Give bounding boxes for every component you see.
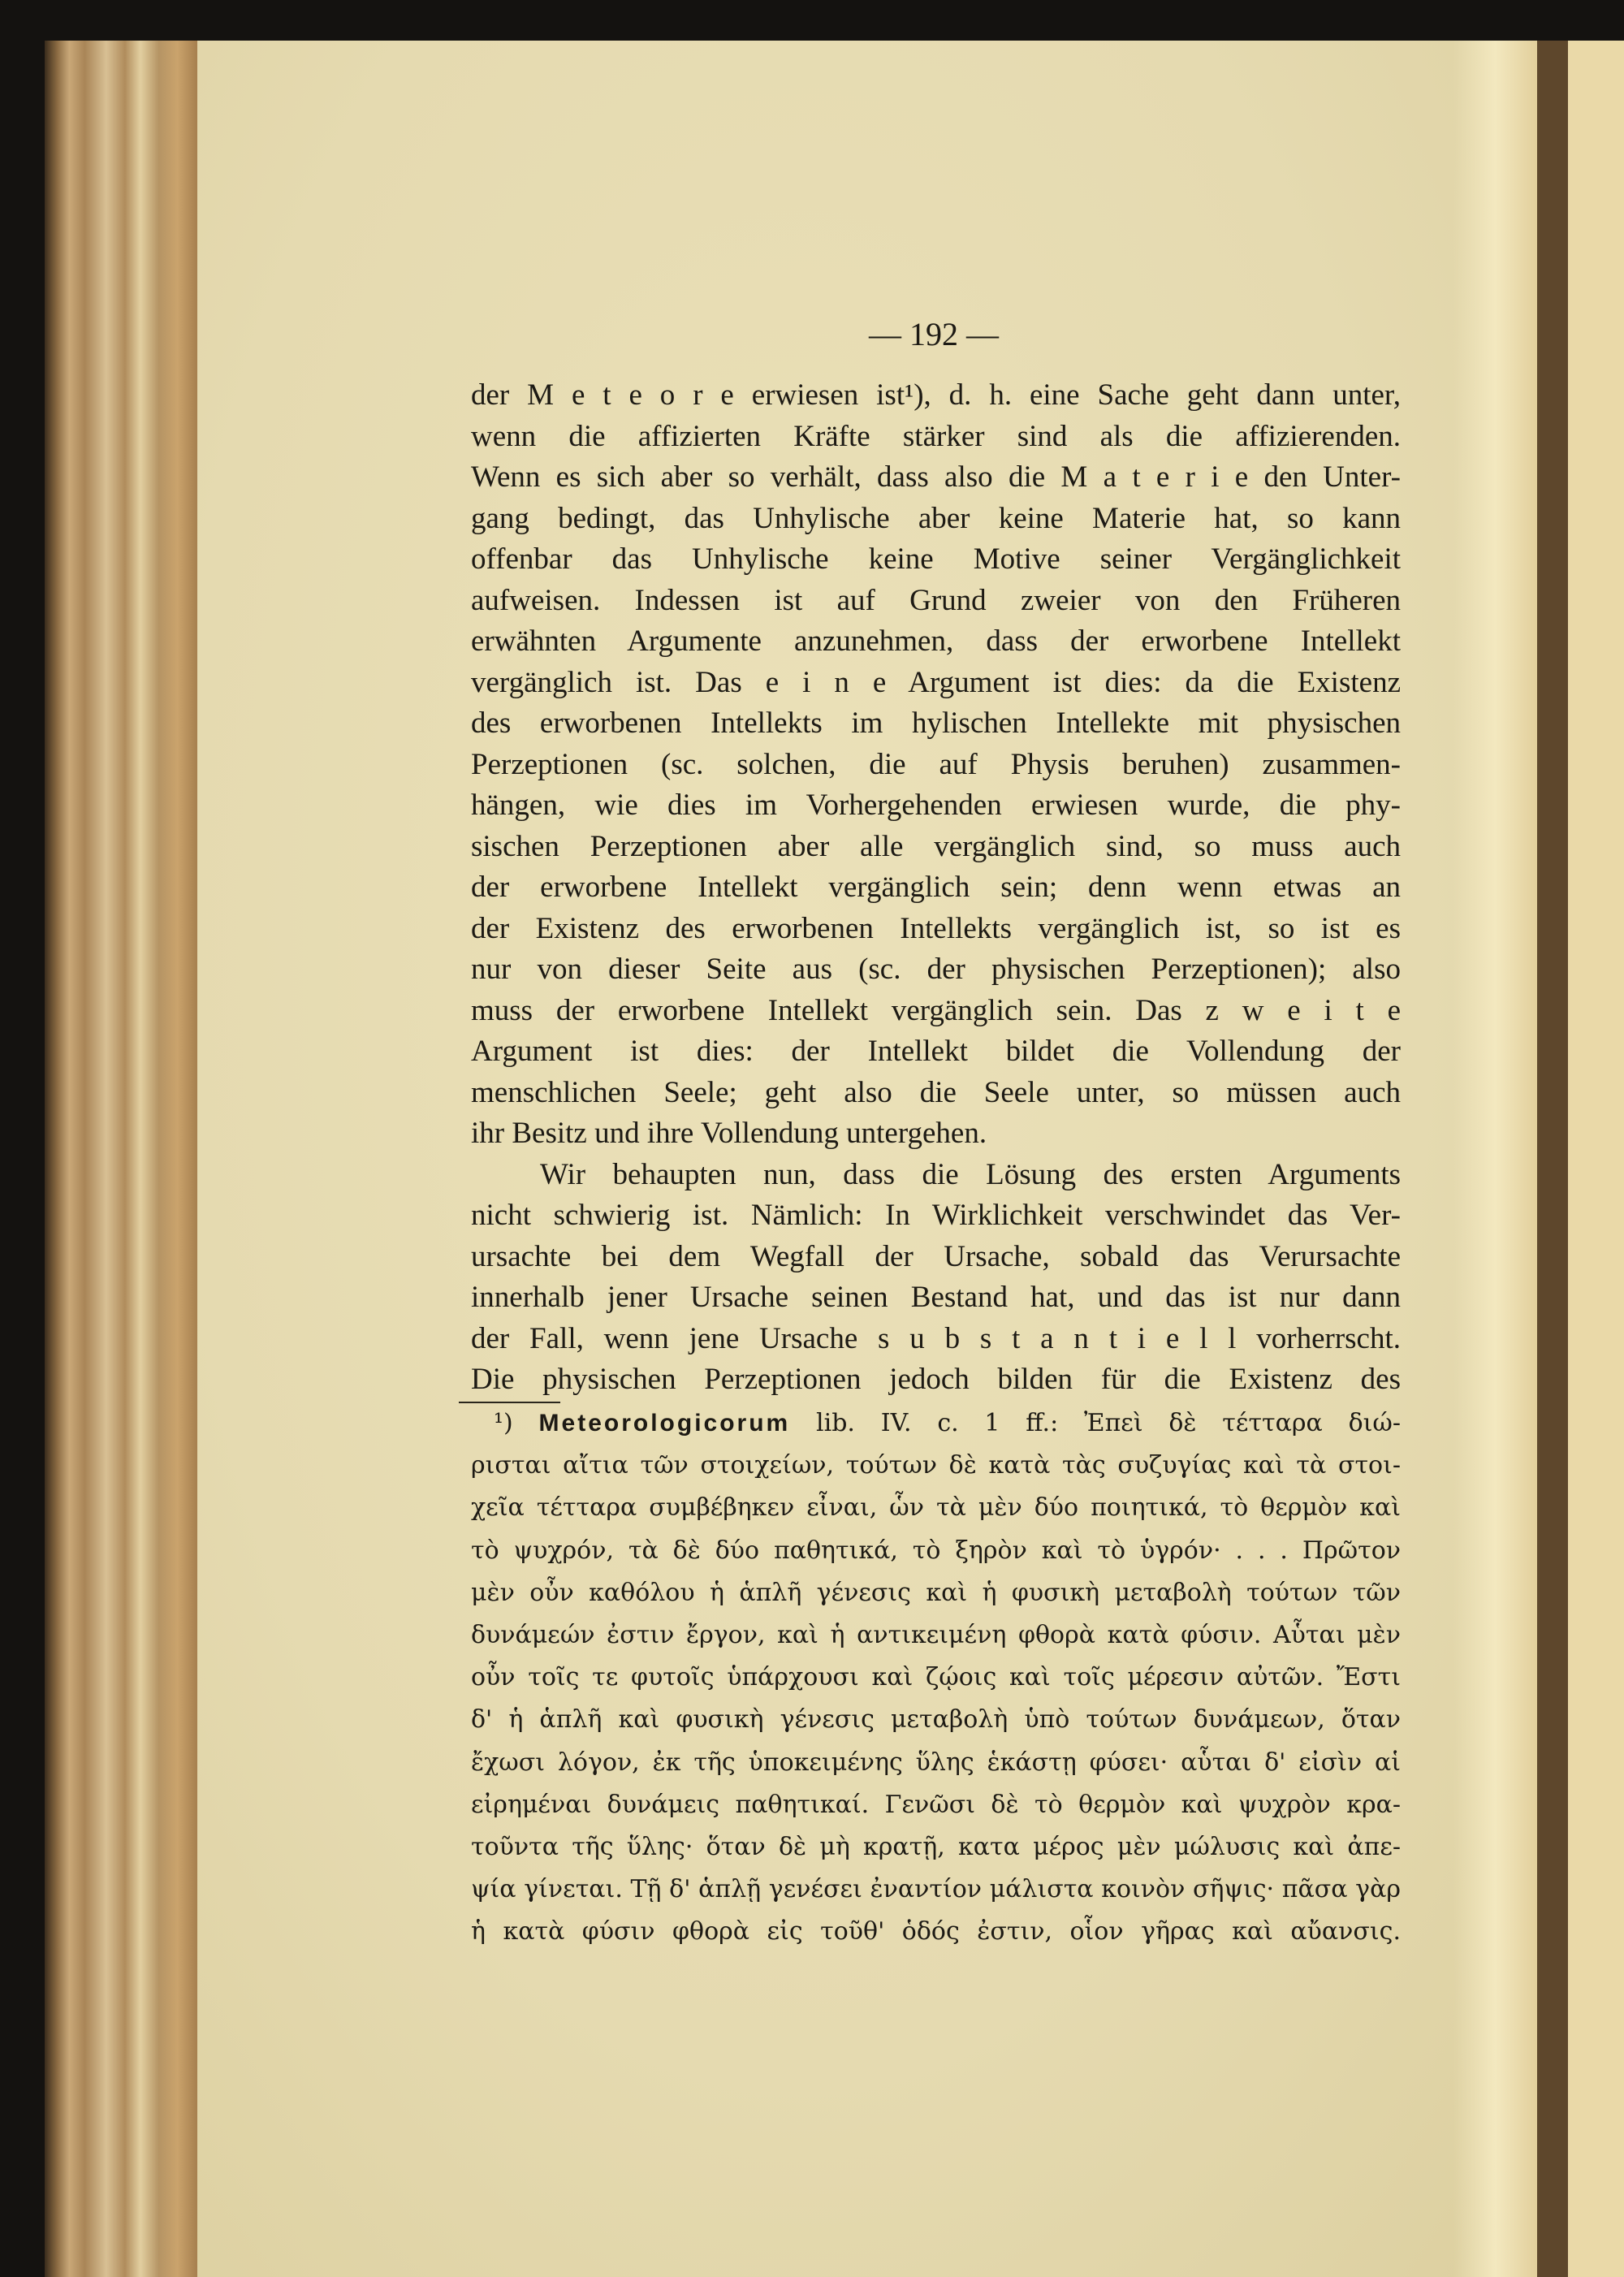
footnote-line: ἔχωσι λόγον, ἐκ τῆς ὑποκειμένης ὕλης ἑκάστῃ φύσει· αὗται δ' εἰσὶν αἱ <box>471 1748 1401 1777</box>
body-line: nicht schwierig ist. Nämlich: In Wirklichkeit verschwindet das Ver- <box>471 1199 1401 1232</box>
body-line: Argument ist dies: der Intellekt bildet die Vollendung der <box>471 1035 1401 1068</box>
footnote-line <box>494 1411 1401 1436</box>
body-line: des erworbenen Intellekts im hylischen Intellekte mit physischen <box>471 706 1401 740</box>
footnote-line: ψία γίνεται. Τῇ δ' ἁπλῇ γενέσει ἐναντίον μάλιστα κοινὸν σῆψις· πᾶσα γὰρ <box>471 1875 1401 1904</box>
body-line: offenbar das Unhylische keine Motive seiner Vergänglichkeit <box>471 542 1401 576</box>
page-stack-edge <box>45 41 199 2277</box>
footnote-reference: lib. IV. c. 1 ff.: Ἐπεὶ δὲ τέτταρα διώ- <box>816 1409 1401 1437</box>
footnote-marker: ¹) <box>494 1409 513 1437</box>
book-spine-strip <box>1537 41 1568 2277</box>
body-line: ihr Besitz und ihre Vollendung untergehen. <box>471 1117 987 1150</box>
footnote-line: χεῖα τέτταρα συμβέβηκεν εἶναι, ὧν τὰ μὲν δύο ποιητικά, τὸ θερμὸν καὶ <box>471 1493 1401 1523</box>
footnote-line: τοῦντα τῆς ὕλης· ὅταν δὲ μὴ κρατῇ, κατα μέρος μὲν μώλυσις καὶ ἀπε- <box>471 1833 1401 1861</box>
body-line: Die physischen Perzeptionen jedoch bilden für die Existenz des <box>471 1363 1401 1396</box>
footnote-line: οὖν τοῖς τε φυτοῖς ὑπάρχουσι καὶ ζῴοις καὶ τοῖς μέρεσιν αὐτῶν. Ἔστι <box>471 1663 1401 1692</box>
body-line: menschlichen Seele; geht also die Seele unter, so müssen auch <box>471 1075 1401 1109</box>
adjacent-page-edge <box>1568 41 1624 2277</box>
body-line: wenn die affizierten Kräfte stärker sind als die affizierenden. <box>471 419 1401 453</box>
body-line: hängen, wie dies im Vorhergehenden erwiesen wurde, die phy- <box>471 789 1401 822</box>
footnote-source: Meteorologicorum <box>538 1410 791 1437</box>
body-line: innerhalb jener Ursache seinen Bestand hat, und das ist nur dann <box>471 1281 1401 1314</box>
body-line: der M e t e o r e erwiesen ist¹), d. h. eine Sache geht dann unter, <box>471 378 1401 412</box>
footnote-line: ἡ κατὰ φύσιν φθορὰ εἰς τοῦθ' ὁδός ἐστιν, οἷον γῆρας καὶ αὔανσις. <box>471 1917 1401 1946</box>
body-line: Perzeptionen (sc. solchen, die auf Physis beruhen) zusammen- <box>471 747 1401 781</box>
gutter-highlight <box>1453 41 1537 2277</box>
body-line: der Fall, wenn jene Ursache s u b s t a n t i e l l vorherrscht. <box>471 1321 1401 1355</box>
body-line: gang bedingt, das Unhylische aber keine Materie hat, so kann <box>471 501 1401 535</box>
footnote-line: τὸ ψυχρόν, τὰ δὲ δύο παθητικά, τὸ ξηρὸν καὶ τὸ ὑγρόν· . . . Πρῶτον <box>471 1536 1401 1565</box>
body-line: nur von dieser Seite aus (sc. der physischen Perzeptionen); also <box>471 953 1401 986</box>
body-line: ursachte bei dem Wegfall der Ursache, sobald das Verursachte <box>471 1239 1401 1273</box>
body-line: erwähnten Argumente anzunehmen, dass der erworbene Intellekt <box>471 624 1401 658</box>
page-number: — 192 — <box>869 316 999 352</box>
body-line: Wenn es sich aber so verhält, dass also die M a t e r i e den Unter- <box>471 460 1401 494</box>
footnote-rule <box>459 1402 560 1403</box>
body-line: der Existenz des erworbenen Intellekts vergänglich ist, so ist es <box>471 911 1401 945</box>
body-line: Wir behaupten nun, dass die Lösung des ersten Arguments <box>540 1157 1401 1191</box>
footnote-line: μὲν οὖν καθόλου ἡ ἁπλῆ γένεσις καὶ ἡ φυσικὴ μεταβολὴ τούτων τῶν <box>471 1578 1401 1607</box>
body-line: aufweisen. Indessen ist auf Grund zweier von den Früheren <box>471 583 1401 617</box>
body-line: vergänglich ist. Das e i n e Argument ist dies: da die Existenz <box>471 665 1401 699</box>
footnote-line: δ' ἡ ἁπλῆ καὶ φυσικὴ γένεσις μεταβολὴ ὑπὸ τούτων δυνάμεων, ὅταν <box>471 1705 1401 1735</box>
body-line: sischen Perzeptionen aber alle vergänglich sind, so muss auch <box>471 829 1401 863</box>
body-line: muss der erworbene Intellekt vergänglich sein. Das z w e i t e <box>471 993 1401 1027</box>
footnote-line: ρισται αἴτια τῶν στοιχείων, τούτων δὲ κατὰ τὰς συζυγίας καὶ τὰ στοι- <box>471 1451 1401 1480</box>
footnote-line: δυνάμεών ἐστιν ἔργον, καὶ ἡ αντικειμένη φθορὰ κατὰ φύσιν. Αὗται μὲν <box>471 1621 1401 1649</box>
body-line: der erworbene Intellekt vergänglich sein; denn wenn etwas an <box>471 871 1401 904</box>
footnote-line: εἰρημέναι δυνάμεις παθητικαί. Γενῶσι δὲ τὸ θερμὸν καὶ ψυχρὸν κρα- <box>471 1790 1401 1819</box>
